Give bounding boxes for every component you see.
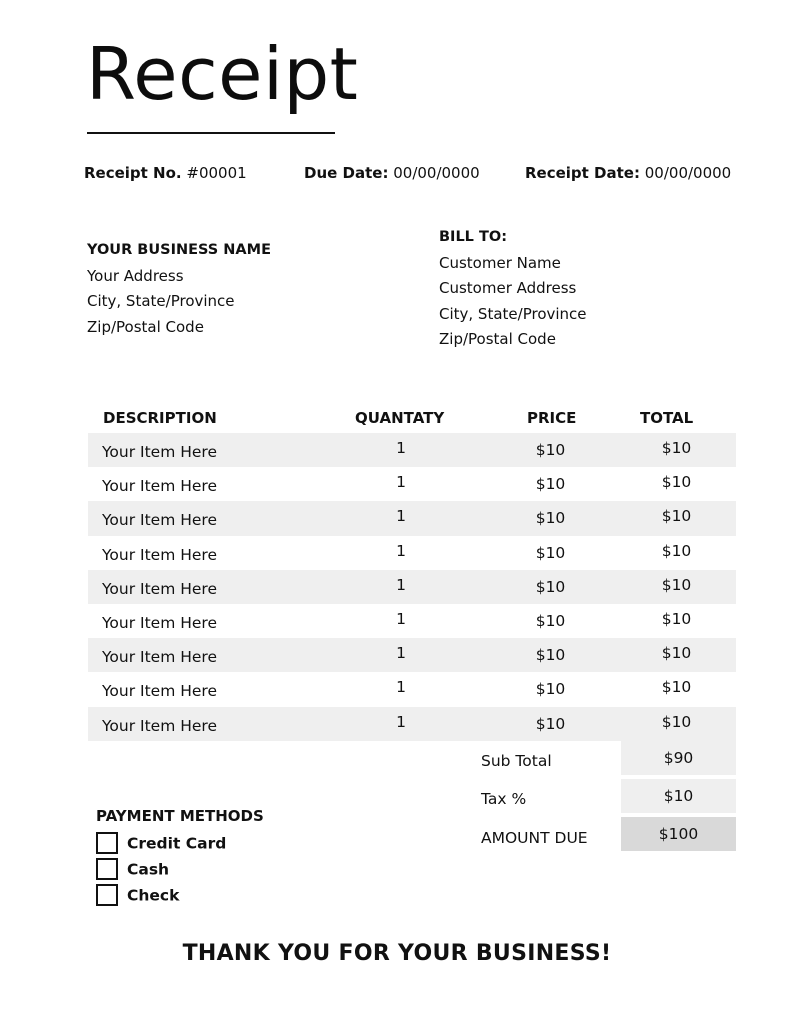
item-total: $10 bbox=[661, 644, 692, 663]
receipt-number-label: Receipt No. bbox=[84, 164, 182, 182]
item-price: $10 bbox=[535, 475, 566, 494]
checkbox[interactable] bbox=[96, 832, 118, 854]
item-quantity: 1 bbox=[396, 678, 406, 697]
item-quantity: 1 bbox=[396, 644, 406, 663]
item-quantity: 1 bbox=[396, 541, 406, 560]
item-total: $10 bbox=[661, 712, 692, 731]
table-row bbox=[88, 536, 736, 570]
payment-methods-title: PAYMENT METHODS bbox=[96, 807, 264, 825]
table-row bbox=[88, 467, 736, 501]
customer-zip: Zip/Postal Code bbox=[439, 330, 556, 348]
item-description: Your Item Here bbox=[102, 545, 217, 564]
tax-value: $10 bbox=[621, 779, 736, 813]
item-description: Your Item Here bbox=[102, 511, 217, 530]
item-quantity: 1 bbox=[396, 609, 406, 628]
item-description: Your Item Here bbox=[102, 613, 217, 632]
item-price: $10 bbox=[535, 714, 566, 733]
business-address: Your Address bbox=[87, 266, 184, 285]
receipt-number bbox=[84, 164, 247, 182]
item-description: Your Item Here bbox=[102, 443, 217, 461]
tax-label: Tax % bbox=[481, 790, 527, 808]
item-description: Your Item Here bbox=[102, 477, 217, 496]
item-total: $10 bbox=[661, 575, 692, 594]
payment-option-credit-card[interactable] bbox=[96, 833, 226, 855]
item-total: $10 bbox=[661, 439, 692, 457]
thank-you-message: THANK YOU FOR YOUR BUSINESS! bbox=[182, 941, 612, 966]
payment-option-label: Check bbox=[127, 886, 180, 905]
item-price: $10 bbox=[535, 611, 566, 630]
subtotal-label: Sub Total bbox=[481, 752, 552, 770]
header-quantity: QUANTATY bbox=[355, 409, 445, 427]
business-name: YOUR BUSINESS NAME bbox=[87, 242, 271, 258]
header-total: TOTAL bbox=[640, 409, 694, 427]
receipt-date bbox=[525, 164, 731, 182]
table-row bbox=[88, 501, 736, 535]
table-row bbox=[88, 707, 736, 741]
table-row bbox=[88, 672, 736, 706]
receipt-date-label: Receipt Date: bbox=[525, 164, 640, 182]
table-row bbox=[88, 570, 736, 604]
item-quantity: 1 bbox=[396, 507, 406, 526]
item-description: Your Item Here bbox=[102, 648, 217, 667]
due-date bbox=[304, 164, 480, 182]
payment-option-label: Cash bbox=[127, 860, 170, 879]
item-price: $10 bbox=[535, 680, 566, 699]
item-quantity: 1 bbox=[396, 712, 406, 731]
customer-city: City, State/Province bbox=[439, 304, 587, 323]
item-quantity: 1 bbox=[396, 473, 406, 492]
subtotal-value: $90 bbox=[621, 741, 736, 775]
business-info bbox=[87, 238, 271, 340]
checkbox[interactable] bbox=[96, 858, 118, 880]
customer-name: Customer Name bbox=[439, 253, 561, 272]
bill-to bbox=[439, 225, 587, 353]
receipt-date-value: 00/00/0000 bbox=[644, 164, 732, 182]
item-total: $10 bbox=[661, 678, 692, 697]
item-total: $10 bbox=[661, 541, 692, 560]
receipt-number-value: #00001 bbox=[186, 164, 247, 182]
table-row bbox=[88, 433, 736, 467]
due-date-value: 00/00/0000 bbox=[393, 164, 480, 182]
item-description: Your Item Here bbox=[102, 682, 217, 701]
item-description: Your Item Here bbox=[102, 716, 217, 735]
item-price: $10 bbox=[535, 441, 566, 459]
table-row bbox=[88, 604, 736, 638]
item-total: $10 bbox=[661, 507, 692, 526]
item-price: $10 bbox=[535, 577, 566, 596]
page-title: Receipt bbox=[86, 32, 359, 116]
header-description: DESCRIPTION bbox=[103, 409, 217, 427]
items-table bbox=[88, 433, 736, 741]
amount-due-value: $100 bbox=[621, 817, 736, 851]
due-date-label: Due Date: bbox=[304, 164, 389, 182]
header-price: PRICE bbox=[527, 409, 577, 427]
item-total: $10 bbox=[661, 473, 692, 492]
item-price: $10 bbox=[535, 646, 566, 665]
item-quantity: 1 bbox=[396, 575, 406, 594]
title-underline bbox=[87, 132, 335, 134]
item-quantity: 1 bbox=[396, 439, 406, 457]
amount-due-label: AMOUNT DUE bbox=[481, 829, 588, 847]
table-row bbox=[88, 638, 736, 672]
payment-option-cash[interactable] bbox=[96, 859, 169, 881]
checkbox[interactable] bbox=[96, 884, 118, 906]
item-description: Your Item Here bbox=[102, 579, 217, 598]
bill-to-label: BILL TO: bbox=[439, 229, 507, 245]
business-zip: Zip/Postal Code bbox=[87, 317, 204, 336]
payment-option-label: Credit Card bbox=[127, 834, 227, 853]
item-price: $10 bbox=[535, 543, 566, 562]
customer-address: Customer Address bbox=[439, 279, 577, 297]
payment-option-check[interactable] bbox=[96, 885, 179, 907]
business-city: City, State/Province bbox=[87, 292, 235, 310]
item-price: $10 bbox=[535, 509, 566, 528]
item-total: $10 bbox=[661, 609, 692, 628]
